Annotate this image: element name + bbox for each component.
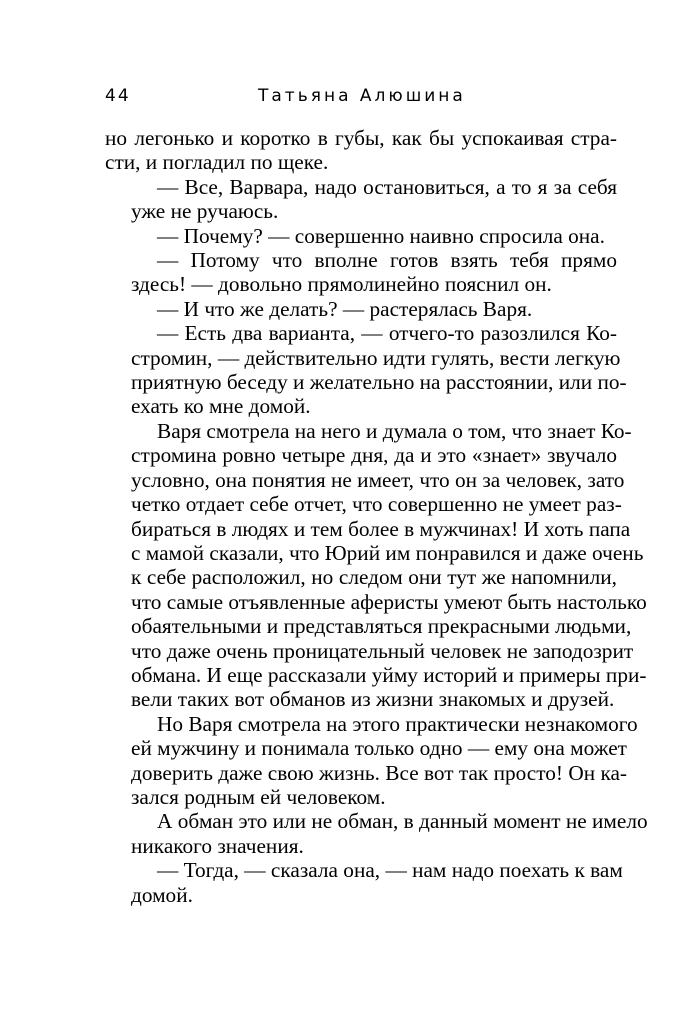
page-number: 44 (105, 86, 131, 106)
paragraph (105, 297, 617, 321)
body-text (105, 126, 648, 907)
paragraph (105, 418, 647, 712)
text-line: — Есть два варианта, — отчего-то разозлился Ко- (157, 321, 617, 346)
page-header (105, 86, 617, 116)
paragraph (105, 711, 638, 810)
text-line: стромин, — действительно идти гулять, вести легкую (131, 345, 621, 370)
text-line: домой. (131, 882, 193, 907)
text-line: А обман это или не обман, в данный момент не имело (157, 809, 648, 834)
text-line: Варя смотрела на него и думала о том, что знает Ко- (157, 418, 632, 443)
book-page (105, 86, 648, 907)
text-line: доверить даже свою жизнь. Все вот так просто! Он ка- (131, 760, 628, 785)
text-line: стромина ровно четыре дня, да и это «знает» звучало (131, 443, 617, 468)
paragraph (105, 126, 617, 175)
paragraph (105, 224, 617, 248)
running-title: Татьяна Алюшина (258, 86, 466, 106)
paragraph (105, 858, 623, 907)
text-line: — Почему? — совершенно наивно спросила она. (157, 223, 605, 248)
text-line: здесь! — довольно прямолинейно пояснил он. (131, 272, 552, 297)
text-line: с мамой сказали, что Юрий им понравился и даже очень (131, 540, 644, 565)
text-line: Но Варя смотрела на этого практически незнакомого (157, 711, 638, 736)
text-line: приятную беседу и желательно на расстоянии, или по- (131, 370, 627, 395)
paragraph (105, 809, 648, 858)
text-line: уже не ручаюсь. (131, 199, 279, 224)
text-line: никакого значения. (131, 833, 304, 858)
paragraph (105, 175, 617, 224)
text-line: — И что же делать? — растерялась Варя. (157, 296, 533, 321)
text-line: к себе расположил, но следом они тут же напомнили, (131, 565, 617, 590)
paragraph (105, 248, 617, 297)
text-line: — Потому что вполне готов взять тебя прямо (157, 248, 617, 273)
text-line: зался родным ей человеком. (131, 784, 386, 809)
text-line: — Все, Варвара, надо остановиться, а то я за себя (157, 174, 617, 199)
text-line: ехать ко мне домой. (131, 394, 311, 419)
text-line: условно, она понятия не имеет, что он за человек, зато (131, 467, 625, 492)
text-line: четко отдает себе отчет, что совершенно не умеет раз- (131, 492, 622, 517)
text-line: бираться в людях и тем более в мужчинах! И хоть папа (131, 516, 631, 541)
text-line: обаятельными и представляться прекрасными людьми, (131, 614, 632, 639)
text-line: что самые отъявленные аферисты умеют быть настолько (131, 589, 647, 614)
text-line: сти, и погладил по щеке. (105, 150, 329, 175)
text-line: — Тогда, — сказала она, — нам надо поехать к вам (157, 858, 623, 883)
text-line: обмана. И еще рассказали уйму историй и примеры при- (131, 662, 647, 687)
paragraph (105, 321, 627, 419)
text-line: но легонько и коротко в губы, как бы успокаивая стра- (105, 126, 617, 150)
text-line: вели таких вот обманов из жизни знакомых и друзей. (131, 687, 615, 712)
text-line: ей мужчину и понимала только одно — ему она может (131, 736, 627, 761)
text-line: что даже очень проницательный человек не заподозрит (131, 638, 634, 663)
